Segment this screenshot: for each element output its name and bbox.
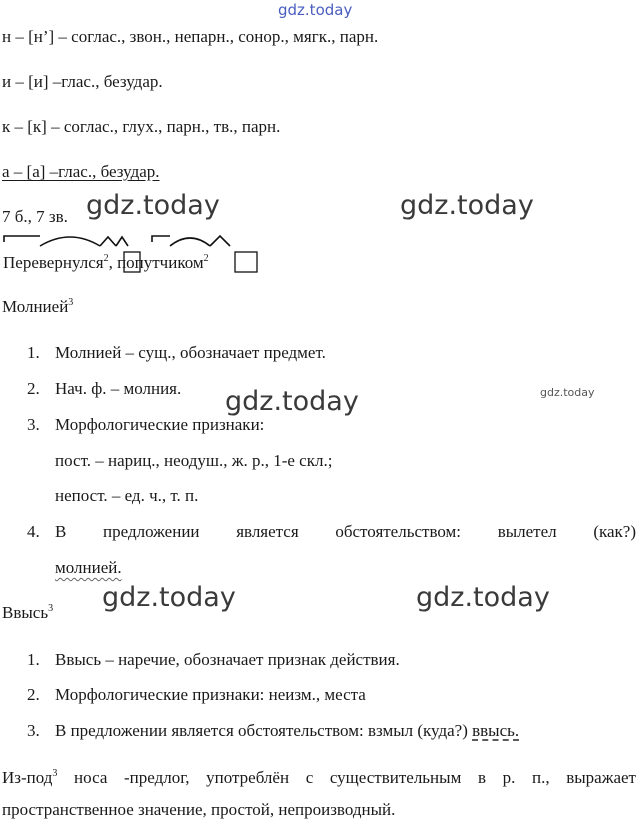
list-item bbox=[27, 415, 265, 434]
morphemic-words bbox=[3, 254, 209, 271]
list-number: 3. bbox=[27, 415, 40, 434]
phonetic-line-i: и – [и] –глас., безудар. bbox=[2, 72, 163, 91]
letter-sound-count: 7 б., 7 зв. bbox=[2, 207, 68, 226]
constant-features: пост. – нариц., неодуш., ж. р., 1-е скл.; bbox=[55, 451, 333, 470]
list-text: Молнией – сущ., обозначает предмет. bbox=[55, 343, 326, 362]
list-item bbox=[27, 343, 326, 362]
section-title-molniey bbox=[2, 298, 73, 315]
parse-number: 3 bbox=[68, 297, 74, 308]
suffix-caret bbox=[116, 237, 128, 246]
ending-om: ом bbox=[184, 253, 204, 272]
list-number: 3. bbox=[27, 721, 40, 740]
watermark: gdz.today bbox=[416, 582, 550, 613]
list-number: 2. bbox=[27, 379, 40, 398]
list-item bbox=[27, 721, 520, 740]
watermark: gdz.today bbox=[400, 190, 534, 221]
list-text: Морфологические признаки: неизм., места bbox=[55, 685, 366, 704]
list-text: Нач. ф. – молния. bbox=[55, 379, 182, 398]
list-text: Ввысь – наречие, обозначает признак действия. bbox=[55, 650, 400, 669]
list-item bbox=[27, 685, 366, 704]
word-poputchikom: попутчик bbox=[117, 253, 185, 272]
postfix-sya: ся bbox=[88, 253, 104, 272]
watermark: gdz.today bbox=[86, 190, 220, 221]
section-title-text: Молнией bbox=[2, 297, 69, 316]
comma: , bbox=[108, 253, 113, 272]
list-item bbox=[27, 522, 636, 541]
list-number: 1. bbox=[27, 343, 40, 362]
list-text: В предложении является обстоятельством: вылетел (как?) bbox=[55, 522, 636, 541]
izpod-text: носа -предлог, употреблён с существительным в р. п., выражает bbox=[57, 768, 636, 787]
list-number: 2. bbox=[27, 685, 40, 704]
root-arc bbox=[40, 237, 100, 246]
prefix-mark bbox=[152, 236, 170, 242]
watermark: gdz.today bbox=[225, 386, 359, 417]
izpod-line-2: пространственное значение, простой, непроизводный. bbox=[2, 800, 396, 819]
list-text: В предложении является обстоятельством: взмыл (куда?) bbox=[55, 721, 468, 740]
list-number: 4. bbox=[27, 522, 40, 541]
parse-number: 2 bbox=[103, 253, 109, 264]
phonetic-line-n: н – [н’] – соглас., звон., непарн., сонор., мягк., парн. bbox=[2, 27, 379, 46]
ending-box bbox=[235, 252, 257, 272]
suffix-caret bbox=[100, 237, 116, 246]
underlined-word: ввысь. bbox=[472, 721, 520, 740]
parse-number: 3 bbox=[52, 768, 58, 779]
parse-number: 2 bbox=[203, 253, 209, 264]
watermark-small: gdz.today bbox=[540, 386, 595, 399]
adverbial-word bbox=[55, 559, 122, 576]
list-item bbox=[27, 379, 182, 398]
list-item bbox=[27, 650, 400, 669]
phonetic-line-k: к – [к] – соглас., глух., парн., тв., парн. bbox=[2, 117, 281, 136]
list-number: 1. bbox=[27, 650, 40, 669]
list-text: Морфологические признаки: bbox=[55, 415, 265, 434]
nonconstant-features: непост. – ед. ч., т. п. bbox=[55, 486, 199, 505]
word-perevernulsya: Перевернул bbox=[3, 253, 89, 272]
section-title-vvys bbox=[2, 604, 53, 621]
section-title-text: Ввысь bbox=[2, 603, 49, 622]
parse-number: 3 bbox=[48, 603, 54, 614]
underlined-word: молнией. bbox=[55, 558, 122, 577]
watermark: gdz.today bbox=[102, 582, 236, 613]
root-arc bbox=[170, 238, 210, 246]
phonetic-line-a: а – [а] –глас., безудар. bbox=[2, 162, 160, 181]
watermark-top: gdz.today bbox=[278, 1, 353, 19]
suffix-caret bbox=[210, 236, 230, 246]
izpod-line-1 bbox=[2, 769, 636, 786]
word-izpod: Из-под bbox=[2, 768, 53, 787]
prefix-mark bbox=[4, 236, 40, 242]
